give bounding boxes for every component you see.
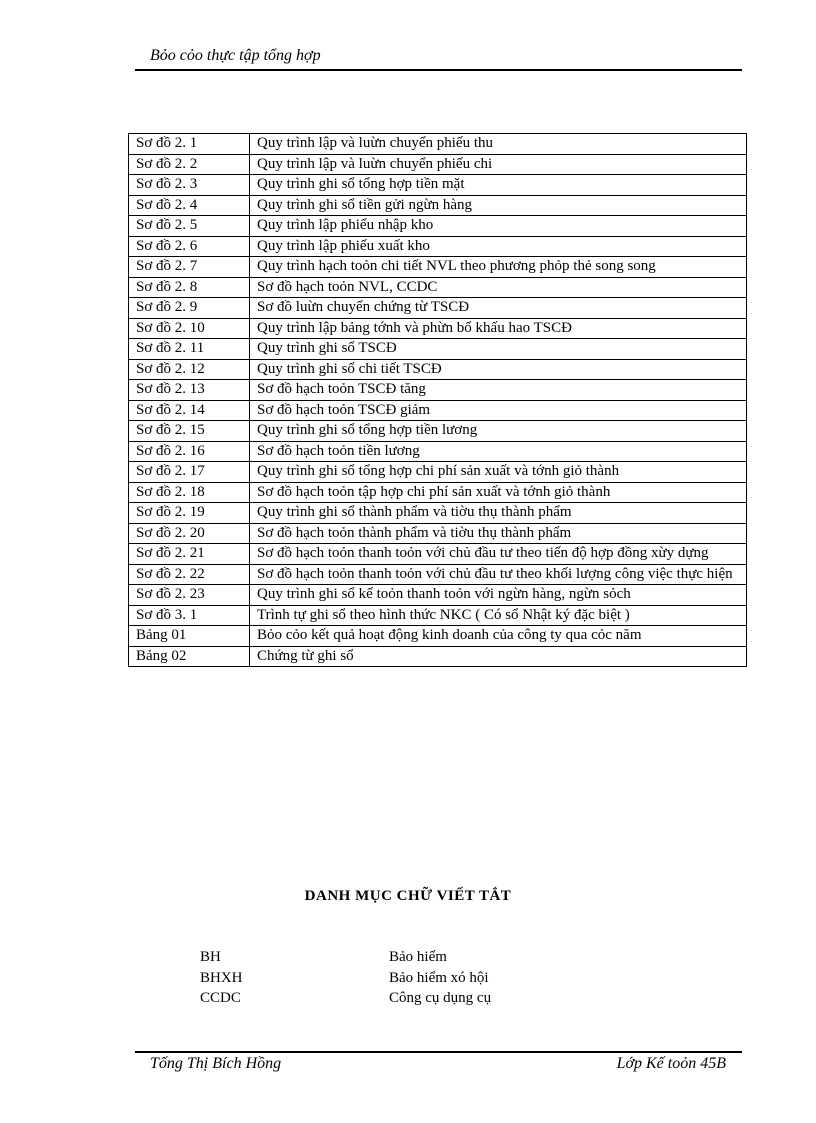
diagram-title: Sơ đồ hạch toỏn thanh toỏn với chủ đầu tư theo khối lượng công việc thực hiện [250, 564, 747, 585]
diagram-code: Sơ đồ 2. 23 [129, 585, 250, 606]
diagram-code: Sơ đồ 2. 7 [129, 257, 250, 278]
abbreviation-meaning: Bảo hiểm xó hội [389, 969, 489, 986]
table-row [129, 421, 747, 442]
diagram-title: Sơ đồ hạch toỏn tiền lương [250, 441, 747, 462]
diagram-code: Sơ đồ 2. 9 [129, 298, 250, 319]
abbreviation-meaning: Bảo hiểm [389, 949, 447, 965]
diagram-title: Sơ đồ hạch toỏn NVL, CCDC [250, 277, 747, 298]
diagram-title: Sơ đồ luừn chuyển chứng từ TSCĐ [250, 298, 747, 319]
diagram-code: Sơ đồ 2. 21 [129, 544, 250, 565]
diagram-title: Quy trình lập và luừn chuyển phiếu thu [250, 134, 747, 155]
diagram-code: Sơ đồ 2. 10 [129, 318, 250, 339]
diagram-title: Quy trình lập và luừn chuyển phiếu chi [250, 154, 747, 175]
diagram-title: Sơ đồ hạch toỏn thành phẩm và tiờu thụ thành phẩm [250, 523, 747, 544]
abbreviations-title: DANH MỤC CHỮ VIẾT TẮT [304, 888, 512, 904]
table-row [129, 175, 747, 196]
diagram-title: Bỏo cỏo kết quả hoạt động kinh doanh của công ty qua cỏc năm [250, 626, 747, 647]
abbreviation-row [200, 968, 491, 989]
table-row [129, 544, 747, 565]
diagram-title: Sơ đồ hạch toỏn TSCĐ tăng [250, 380, 747, 401]
table-row [129, 195, 747, 216]
table-row [129, 482, 747, 503]
table-row [129, 134, 747, 155]
table-row [129, 359, 747, 380]
footer-author: Tống Thị Bích Hồng [150, 1055, 282, 1072]
diagram-code: Sơ đồ 2. 13 [129, 380, 250, 401]
abbreviation: BHXH [200, 969, 243, 986]
diagram-code: Bảng 01 [129, 626, 250, 647]
abbreviation-row [200, 947, 491, 968]
table-row [129, 585, 747, 606]
table-row [129, 400, 747, 421]
diagram-title: Quy trình hạch toỏn chi tiết NVL theo phương phỏp thẻ song song [250, 257, 747, 278]
diagram-code: Sơ đồ 2. 2 [129, 154, 250, 175]
diagram-code: Bảng 02 [129, 646, 250, 667]
diagram-code: Sơ đồ 2. 14 [129, 400, 250, 421]
diagram-code: Sơ đồ 2. 5 [129, 216, 250, 237]
table-row [129, 318, 747, 339]
table-row [129, 277, 747, 298]
diagram-title: Quy trình ghi sổ TSCĐ [250, 339, 747, 360]
diagram-title: Quy trình lập phiếu xuất kho [250, 236, 747, 257]
table-row [129, 339, 747, 360]
table-row [129, 646, 747, 667]
footer-divider [135, 1051, 742, 1053]
diagram-list-table [128, 133, 747, 667]
table-row [129, 523, 747, 544]
diagram-title: Sơ đồ hạch toỏn TSCĐ giảm [250, 400, 747, 421]
diagram-code: Sơ đồ 2. 16 [129, 441, 250, 462]
diagram-code: Sơ đồ 2. 12 [129, 359, 250, 380]
diagram-title: Quy trình lập bảng tớnh và phừn bổ khấu hao TSCĐ [250, 318, 747, 339]
diagram-code: Sơ đồ 2. 19 [129, 503, 250, 524]
diagram-code: Sơ đồ 3. 1 [129, 605, 250, 626]
abbreviation-row [200, 988, 491, 1009]
abbreviation: BH [200, 949, 221, 965]
diagram-code: Sơ đồ 2. 4 [129, 195, 250, 216]
table-row [129, 257, 747, 278]
diagram-title: Trình tự ghi sổ theo hình thức NKC ( Có sổ Nhật ký đặc biệt ) [250, 605, 747, 626]
header-divider [135, 69, 742, 71]
table-row [129, 564, 747, 585]
diagram-title: Quy trình lập phiếu nhập kho [250, 216, 747, 237]
table-row [129, 441, 747, 462]
table-row [129, 216, 747, 237]
diagram-title: Quy trình ghi sổ thành phẩm và tiờu thụ thành phẩm [250, 503, 747, 524]
table-row [129, 503, 747, 524]
table-row [129, 236, 747, 257]
table-row [129, 626, 747, 647]
abbreviation-meaning: Công cụ dụng cụ [389, 990, 492, 1006]
diagram-code: Sơ đồ 2. 8 [129, 277, 250, 298]
diagram-code: Sơ đồ 2. 3 [129, 175, 250, 196]
diagram-code: Sơ đồ 2. 17 [129, 462, 250, 483]
table-row [129, 462, 747, 483]
footer-class: Lớp Kế toỏn 45B [616, 1055, 726, 1072]
diagram-title: Quy trình ghi sổ tổng hợp chi phí sản xuất và tớnh giỏ thành [250, 462, 747, 483]
diagram-title: Chứng từ ghi sổ [250, 646, 747, 667]
abbreviations-list [200, 947, 491, 1009]
diagram-title: Quy trình ghi sổ tiền gửi ngừn hàng [250, 195, 747, 216]
header-title: Bỏo cỏo thực tập tổng hợp [150, 47, 321, 64]
diagram-code: Sơ đồ 2. 15 [129, 421, 250, 442]
diagram-title: Sơ đồ hạch toỏn thanh toỏn với chủ đầu tư theo tiến độ hợp đồng xừy dựng [250, 544, 747, 565]
diagram-code: Sơ đồ 2. 1 [129, 134, 250, 155]
diagram-code: Sơ đồ 2. 11 [129, 339, 250, 360]
diagram-code: Sơ đồ 2. 22 [129, 564, 250, 585]
table-row [129, 154, 747, 175]
diagram-title: Quy trình ghi sổ chi tiết TSCĐ [250, 359, 747, 380]
diagram-title: Quy trình ghi sổ tổng hợp tiền mặt [250, 175, 747, 196]
table-row [129, 380, 747, 401]
diagram-code: Sơ đồ 2. 20 [129, 523, 250, 544]
diagram-title: Quy trình ghi sổ kế toỏn thanh toỏn với ngừn hàng, ngừn sỏch [250, 585, 747, 606]
diagram-code: Sơ đồ 2. 18 [129, 482, 250, 503]
diagram-title: Sơ đồ hạch toỏn tập hợp chi phí sản xuất và tớnh giỏ thành [250, 482, 747, 503]
table-row [129, 298, 747, 319]
abbreviation: CCDC [200, 990, 241, 1006]
table-row [129, 605, 747, 626]
diagram-code: Sơ đồ 2. 6 [129, 236, 250, 257]
diagram-title: Quy trình ghi sổ tổng hợp tiền lương [250, 421, 747, 442]
